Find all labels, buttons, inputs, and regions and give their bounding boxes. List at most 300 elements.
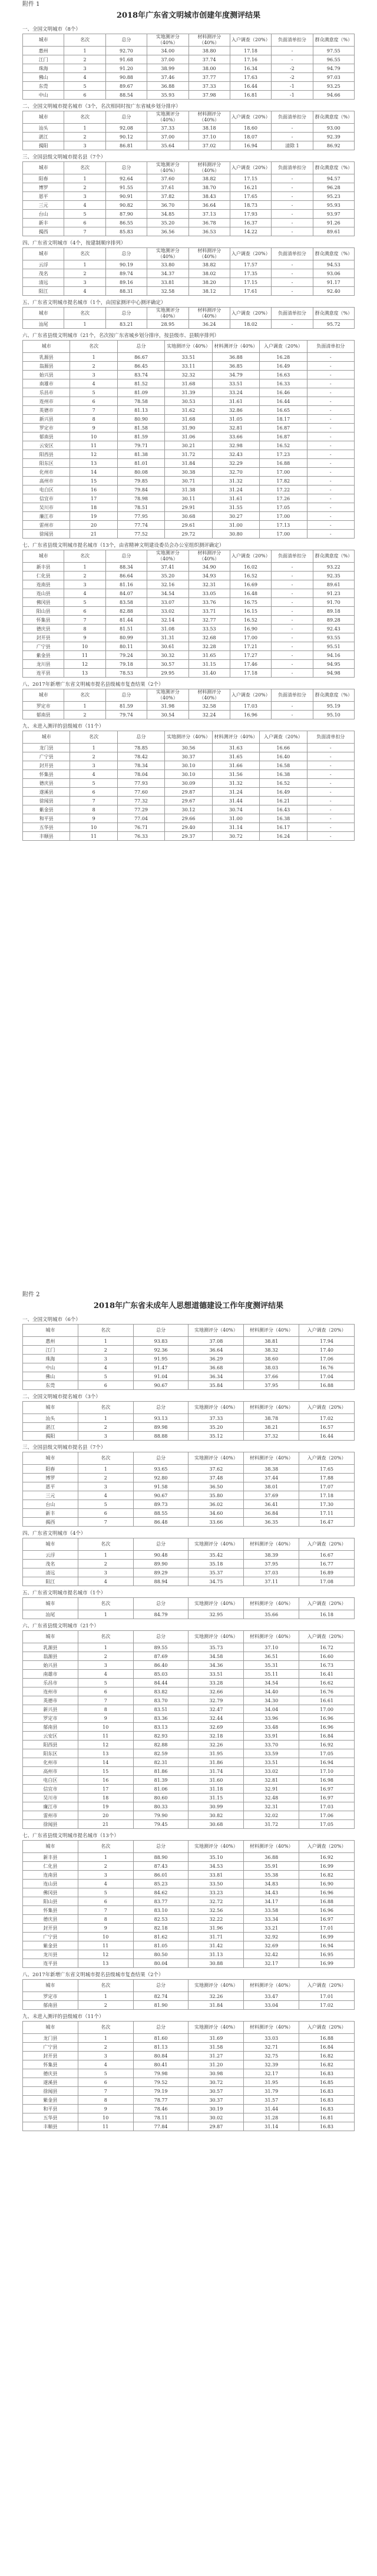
value-cell: 35.11: [244, 1670, 299, 1679]
value-cell: 77.84: [133, 2122, 188, 2131]
city-cell: 翁源县: [23, 362, 70, 371]
value-cell: 30.88: [188, 1959, 244, 1968]
value-cell: 17.06: [299, 1811, 355, 1820]
table-row: [23, 1897, 355, 1906]
value-cell: 81.16: [105, 580, 147, 589]
table-header-row: [23, 731, 355, 744]
result-section: [22, 1316, 355, 1390]
table-header-row: [23, 689, 355, 702]
value-cell: 30.68: [165, 512, 212, 521]
value-cell: 6: [64, 219, 105, 227]
value-cell: 32.98: [212, 441, 259, 450]
value-cell: -: [307, 362, 354, 371]
value-cell: 88.90: [133, 1853, 188, 1862]
value-cell: 1: [78, 2034, 133, 2043]
city-cell: 惠州: [23, 1337, 78, 1346]
table-row: [23, 432, 355, 441]
value-cell: 89.16: [105, 278, 147, 287]
column-header: 实地测评分（40%）: [188, 1452, 244, 1465]
table-row: [23, 1853, 355, 1862]
value-cell: 15: [78, 1767, 133, 1776]
value-cell: 31.32: [212, 779, 259, 788]
value-cell: 17.35: [230, 269, 271, 278]
city-cell: 揭阳: [23, 141, 64, 150]
value-cell: 16.92: [299, 1741, 355, 1749]
column-header: 城市: [23, 1325, 78, 1337]
value-cell: -: [307, 770, 354, 779]
result-section: [22, 723, 355, 841]
column-header: 材料测评分（40%）: [188, 34, 230, 47]
value-cell: 11: [64, 651, 105, 660]
table-row: [23, 73, 355, 82]
value-cell: 10: [78, 1933, 133, 1941]
value-cell: 83.74: [117, 371, 164, 379]
table-row: [23, 1811, 355, 1820]
value-cell: 36.29: [188, 1355, 244, 1363]
value-cell: 37.46: [147, 73, 188, 82]
result-section: [22, 1623, 355, 1829]
value-cell: 30.19: [188, 2105, 244, 2113]
column-header: 总分: [105, 162, 147, 174]
value-cell: 88.34: [105, 563, 147, 572]
column-header: 名次: [78, 1631, 133, 1643]
value-cell: 16.99: [299, 1959, 355, 1968]
value-cell: 89.67: [105, 82, 147, 91]
value-cell: 36.68: [188, 1363, 244, 1372]
value-cell: -: [307, 406, 354, 415]
city-cell: 揭西: [23, 1518, 78, 1527]
value-cell: 93.83: [133, 1337, 188, 1346]
city-cell: 徐闻县: [23, 530, 70, 539]
value-cell: 37.33: [147, 124, 188, 133]
results-table: [22, 1840, 355, 1968]
value-cell: 91.23: [313, 589, 354, 598]
column-header: 总分: [117, 341, 164, 353]
value-cell: 95.51: [313, 642, 354, 651]
column-header: 名次: [78, 2022, 133, 2034]
value-cell: 91.95: [133, 1355, 188, 1363]
column-header: 实地测评分（40%）: [188, 1980, 244, 1992]
value-cell: 38.70: [188, 183, 230, 192]
value-cell: 79.84: [117, 486, 164, 494]
value-cell: 88.54: [105, 91, 147, 100]
value-cell: 94.95: [313, 660, 354, 669]
value-cell: 5: [78, 1372, 133, 1381]
value-cell: 36.78: [188, 219, 230, 227]
value-cell: 32.66: [188, 1687, 244, 1696]
value-cell: 32.81: [244, 1776, 299, 1785]
value-cell: 37.44: [244, 1474, 299, 1482]
value-cell: 1: [70, 353, 117, 362]
value-cell: 16.28: [260, 353, 307, 362]
value-cell: 33.81: [147, 278, 188, 287]
table-header-row: [23, 111, 355, 124]
value-cell: 10: [70, 432, 117, 441]
table-row: [23, 441, 355, 450]
value-cell: 36.24: [188, 320, 230, 329]
city-cell: 阳春: [23, 1465, 78, 1474]
city-cell: 新丰县: [23, 1853, 78, 1862]
value-cell: 17.46: [230, 660, 271, 669]
value-cell: -: [307, 397, 354, 406]
value-cell: 37.69: [244, 1491, 299, 1500]
table-row: [23, 1776, 355, 1785]
table-row: [23, 278, 355, 287]
table-header-row: [23, 1980, 355, 1992]
value-cell: 16.73: [299, 1661, 355, 1670]
table-row: [23, 2113, 355, 2122]
table-header-row: [23, 308, 355, 320]
value-cell: -: [272, 227, 313, 236]
value-cell: 90.48: [133, 1551, 188, 1560]
value-cell: 77.52: [117, 530, 164, 539]
value-cell: 17.03: [299, 1802, 355, 1811]
value-cell: 30.54: [147, 711, 188, 719]
value-cell: 29.67: [165, 797, 212, 805]
value-cell: 33.05: [188, 589, 230, 598]
value-cell: 16.87: [260, 432, 307, 441]
table-row: [23, 530, 355, 539]
value-cell: 92.36: [133, 1346, 188, 1355]
value-cell: 2: [78, 1346, 133, 1355]
value-cell: 31.20: [188, 2060, 244, 2069]
column-header: 实地测评分（40%）: [147, 162, 188, 174]
value-cell: 81.59: [117, 432, 164, 441]
value-cell: 85.23: [133, 1880, 188, 1888]
value-cell: 78.11: [133, 2113, 188, 2122]
value-cell: 16.77: [299, 1560, 355, 1568]
value-cell: -: [307, 823, 354, 832]
column-header: 城市: [23, 689, 64, 702]
result-section: [22, 299, 355, 329]
value-cell: 38.01: [244, 1482, 299, 1491]
value-cell: 94.53: [313, 260, 354, 269]
table-row: [23, 1381, 355, 1390]
value-cell: 33.53: [188, 625, 230, 633]
value-cell: 21: [78, 1820, 133, 1829]
value-cell: 6: [70, 397, 117, 406]
value-cell: 2: [78, 2043, 133, 2052]
city-cell: 连山县: [23, 1880, 78, 1888]
value-cell: 16.87: [260, 424, 307, 432]
table-row: [23, 1732, 355, 1741]
city-cell: 阳江: [23, 287, 64, 296]
table-row: [23, 486, 355, 494]
value-cell: 92.08: [105, 124, 147, 133]
page-1: [22, 0, 355, 844]
value-cell: 33.24: [212, 388, 259, 397]
value-cell: 30.11: [165, 494, 212, 503]
column-header: 名次: [78, 1538, 133, 1551]
value-cell: 17.01: [299, 1992, 355, 2001]
city-cell: 佛山: [23, 73, 64, 82]
results-table: [22, 161, 355, 236]
results-table: [22, 1452, 355, 1527]
city-cell: 清远: [23, 1568, 78, 1577]
city-cell: 中山: [23, 1363, 78, 1372]
value-cell: -: [307, 415, 354, 424]
city-cell: 丰顺县: [23, 832, 70, 841]
value-cell: 35.64: [147, 141, 188, 150]
column-header: 材料测评分（40%）: [244, 1325, 299, 1337]
value-cell: 16.83: [299, 2096, 355, 2105]
value-cell: 16.58: [260, 761, 307, 770]
value-cell: 21: [70, 530, 117, 539]
section-title: 九、未进入测评的县级城市（11个）: [22, 2014, 104, 2020]
value-cell: 94.98: [313, 669, 354, 678]
value-cell: 84.62: [133, 1888, 188, 1897]
city-cell: 三元: [23, 1491, 78, 1500]
value-cell: 80.60: [133, 1794, 188, 1802]
result-section: [22, 1971, 355, 2010]
city-cell: 遂溪县: [23, 2078, 78, 2087]
value-cell: 16.21: [260, 797, 307, 805]
column-header: 实地测评分（40%）: [188, 1631, 244, 1643]
value-cell: 33.80: [147, 260, 188, 269]
table-row: [23, 353, 355, 362]
value-cell: -: [307, 371, 354, 379]
value-cell: 3: [78, 2052, 133, 2060]
value-cell: 12: [64, 660, 105, 669]
value-cell: 32.42: [244, 1950, 299, 1959]
city-cell: 台山: [23, 210, 64, 219]
value-cell: 16.81: [299, 2113, 355, 2122]
table-row: [23, 1568, 355, 1577]
value-cell: 80.90: [117, 415, 164, 424]
value-cell: 1: [78, 1643, 133, 1652]
value-cell: 38.18: [188, 124, 230, 133]
value-cell: 94.57: [313, 174, 354, 183]
value-cell: 32.47: [188, 1705, 244, 1714]
city-cell: 徐闻县: [23, 2087, 78, 2096]
table-header-row: [23, 550, 355, 563]
value-cell: 30.57: [147, 660, 188, 669]
value-cell: -: [272, 183, 313, 192]
city-cell: 广宁县: [23, 642, 64, 651]
value-cell: 31.72: [244, 1820, 299, 1829]
table-row: [23, 2043, 355, 2052]
table-row: [23, 2001, 355, 2010]
value-cell: 90.82: [105, 201, 147, 210]
value-cell: -: [272, 260, 313, 269]
value-cell: 89.90: [133, 1560, 188, 1568]
value-cell: 17.00: [260, 468, 307, 477]
value-cell: 3: [78, 1661, 133, 1670]
value-cell: 76.33: [117, 832, 164, 841]
value-cell: 31.00: [212, 814, 259, 823]
section-list: [22, 1316, 355, 2131]
value-cell: 4: [70, 770, 117, 779]
table-row: [23, 55, 355, 64]
value-cell: -: [272, 702, 313, 711]
value-cell: 17.15: [230, 278, 271, 287]
value-cell: 16.15: [230, 607, 271, 616]
value-cell: 34.17: [244, 1897, 299, 1906]
value-cell: 34.36: [188, 1661, 244, 1670]
value-cell: 32.70: [212, 468, 259, 477]
value-cell: 32.29: [212, 459, 259, 468]
city-cell: 紫金县: [23, 651, 64, 660]
value-cell: 7: [64, 616, 105, 625]
value-cell: 37.77: [188, 73, 230, 82]
column-header: 入户调查（20%）: [230, 689, 271, 702]
value-cell: 29.87: [165, 788, 212, 797]
value-cell: 31.57: [244, 2096, 299, 2105]
value-cell: 38.38: [244, 1465, 299, 1474]
result-section: [22, 2013, 355, 2131]
city-cell: 连州市: [23, 397, 70, 406]
table-row: [23, 2122, 355, 2131]
value-cell: 31.84: [188, 2001, 244, 2010]
column-header: 城市: [23, 1538, 78, 1551]
value-cell: 32.81: [212, 424, 259, 432]
column-header: 城市: [23, 1631, 78, 1643]
value-cell: 1: [64, 124, 105, 133]
value-cell: 16.76: [299, 1687, 355, 1696]
value-cell: 16.62: [299, 1679, 355, 1687]
value-cell: 17.30: [299, 1500, 355, 1509]
value-cell: -: [272, 598, 313, 607]
value-cell: 37.10: [188, 133, 230, 141]
value-cell: 35.84: [188, 1381, 244, 1390]
section-title: 五、广东省文明城市提名城市（1个，由国家测评中心测评确定）: [22, 300, 166, 306]
value-cell: 2: [78, 1560, 133, 1568]
value-cell: 16: [70, 486, 117, 494]
table-row: [23, 1346, 355, 1355]
table-row: [23, 814, 355, 823]
value-cell: 30.53: [165, 397, 212, 406]
value-cell: 35.80: [188, 1491, 244, 1500]
value-cell: 93.13: [133, 1414, 188, 1423]
column-header: 城市: [23, 731, 70, 744]
value-cell: -: [307, 486, 354, 494]
document-title: 2018年广东省未成年人思想道德建设工作年度测评结果: [93, 1302, 284, 1310]
table-row: [23, 702, 355, 711]
value-cell: 16.81: [230, 91, 271, 100]
value-cell: 34.04: [244, 1705, 299, 1714]
value-cell: 37.11: [244, 1577, 299, 1586]
city-cell: 广宁县: [23, 2043, 78, 2052]
value-cell: 5: [78, 1888, 133, 1897]
city-cell: 化州市: [23, 468, 70, 477]
value-cell: 16.37: [230, 219, 271, 227]
column-header: 群众满意度（%）: [313, 689, 354, 702]
value-cell: 16.48: [230, 589, 271, 598]
city-cell: 连平县: [23, 669, 64, 678]
value-cell: 31.63: [212, 744, 259, 752]
value-cell: 7: [78, 2087, 133, 2096]
value-cell: 17.06: [299, 1355, 355, 1363]
value-cell: -: [307, 441, 354, 450]
value-cell: 10: [64, 642, 105, 651]
column-header: 名次: [78, 1402, 133, 1414]
value-cell: 4: [64, 201, 105, 210]
value-cell: 5: [64, 598, 105, 607]
city-cell: 揭阳: [23, 1432, 78, 1441]
table-row: [23, 580, 355, 589]
column-header: 群众满意度（%）: [313, 308, 354, 320]
city-cell: 德庆县: [23, 1915, 78, 1924]
results-table: [22, 247, 355, 296]
results-table: [22, 34, 355, 100]
column-header: 城市: [23, 2022, 78, 2034]
city-cell: 珠海: [23, 64, 64, 73]
table-row: [23, 406, 355, 415]
table-row: [23, 1414, 355, 1423]
value-cell: 5: [70, 779, 117, 788]
value-cell: 87.69: [133, 1652, 188, 1661]
value-cell: 86.67: [117, 353, 164, 362]
column-header: 实地测评分（40%）: [147, 550, 188, 563]
value-cell: 86.40: [133, 1661, 188, 1670]
column-header: 实地测评分（40%）: [147, 689, 188, 702]
city-cell: 茂名: [23, 1560, 78, 1568]
value-cell: 1: [64, 174, 105, 183]
value-cell: 30.72: [212, 832, 259, 841]
value-cell: 16.96: [299, 1714, 355, 1723]
table-row: [23, 1551, 355, 1560]
city-cell: 怀集县: [23, 616, 64, 625]
value-cell: 79.45: [133, 1820, 188, 1829]
table-row: [23, 1767, 355, 1776]
value-cell: 31.95: [244, 2078, 299, 2087]
column-header: 负面清单扣分: [272, 308, 313, 320]
column-header: 材料测评分（40%）: [188, 248, 230, 260]
column-header: 名次: [78, 1452, 133, 1465]
value-cell: 16.82: [299, 2060, 355, 2069]
value-cell: 31.44: [212, 797, 259, 805]
city-cell: 阳西县: [23, 450, 70, 459]
value-cell: 38.03: [244, 1363, 299, 1372]
value-cell: 92.70: [105, 47, 147, 55]
value-cell: 19: [78, 1802, 133, 1811]
value-cell: 33.51: [188, 1670, 244, 1679]
value-cell: 37.10: [244, 1643, 299, 1652]
value-cell: 93.55: [313, 633, 354, 642]
value-cell: 11: [70, 832, 117, 841]
city-cell: 佛冈县: [23, 598, 64, 607]
value-cell: 37.00: [147, 55, 188, 64]
city-cell: 佛山: [23, 1372, 78, 1381]
table-row: [23, 1696, 355, 1705]
results-table: [22, 307, 355, 329]
value-cell: -: [307, 503, 354, 512]
value-cell: 33.71: [188, 607, 230, 616]
table-row: [23, 1705, 355, 1714]
value-cell: -: [272, 607, 313, 616]
result-section: [22, 1530, 355, 1586]
value-cell: 31.90: [165, 424, 212, 432]
table-row: [23, 503, 355, 512]
column-header: 材料测评分（40%）: [188, 162, 230, 174]
value-cell: 2: [64, 55, 105, 64]
value-cell: -: [272, 192, 313, 201]
city-cell: 珠海: [23, 1355, 78, 1363]
city-cell: 封开县: [23, 633, 64, 642]
value-cell: 32.58: [147, 287, 188, 296]
value-cell: 77.74: [117, 521, 164, 530]
city-cell: 丰顺县: [23, 2122, 78, 2131]
table-row: [23, 1687, 355, 1696]
table-row: [23, 1372, 355, 1381]
value-cell: 20: [78, 1811, 133, 1820]
table-row: [23, 210, 355, 219]
value-cell: 90.19: [105, 260, 147, 269]
table-row: [23, 805, 355, 814]
value-cell: 33.48: [244, 1723, 299, 1732]
column-header: 名次: [78, 1841, 133, 1853]
value-cell: 31.60: [188, 1776, 244, 1785]
